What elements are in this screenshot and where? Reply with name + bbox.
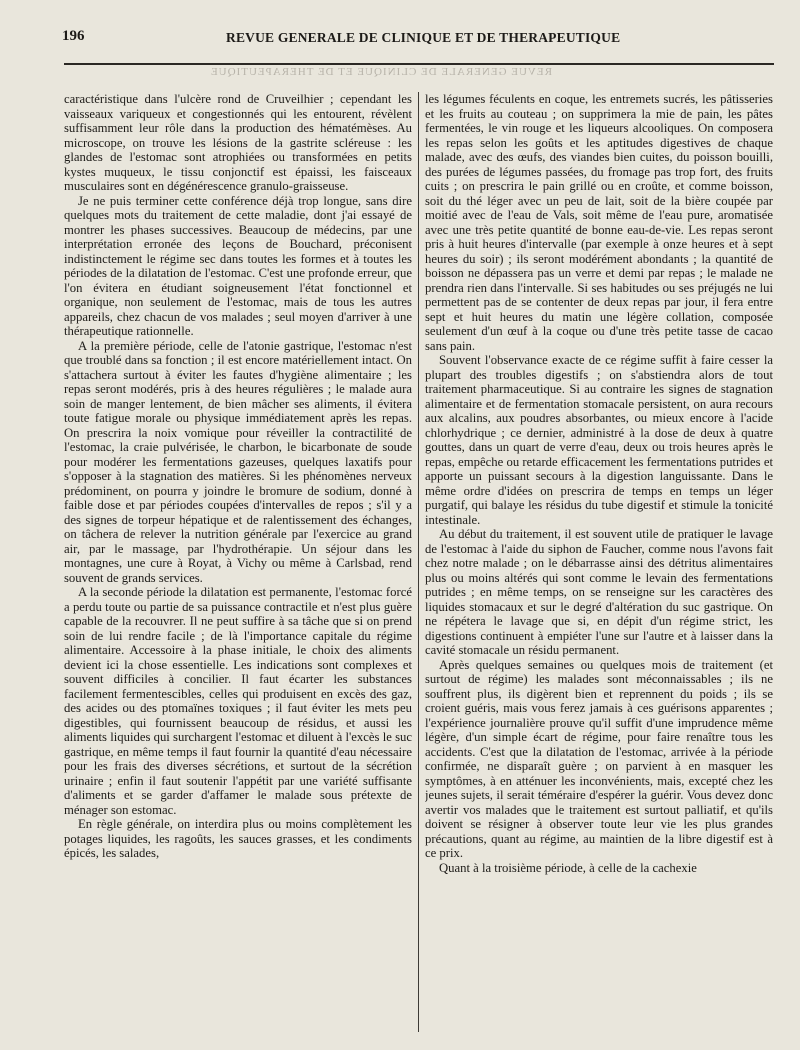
paragraph: Après quelques semaines ou quelques mois de traitement (et surtout de régime) les malades sont méconnaissables ; ils ne souffrent plus, ils digèrent bien et reprennent du poids ; ils se croient guéris, mais vous ferez jamais à ces guérisons apparentes ; l'expérience journalière prouve qu'il suffit d'une imprudence même légère, d'un simple écart de régime, pour faire renaître tous les accidents. C'est que la dilatation de l'estomac, arrivée à la période confirmée, ne disparaît guère ; on parvient à en masquer les symptômes, à en atténuer les inconvénients, mais, excepté chez les jeunes sujets, il serait téméraire d'espérer la guérir. Vous devez donc avertir vos malades que le traitement est surtout palliatif, et qu'ils doivent se résigner à observer toute leur vie les plus grandes précautions, quant au régime, au maintien de la libre digestif est à ce prix.	[425, 657, 773, 860]
header-rule	[64, 63, 774, 65]
running-title: REVUE GENERALE DE CLINIQUE ET DE THERAPEUTIQUE	[226, 30, 621, 45]
right-column	[425, 92, 773, 1042]
left-column	[64, 92, 412, 1042]
column-divider	[418, 92, 419, 1032]
paragraph: Quant à la troisième période, à celle de la cachexie	[439, 860, 697, 875]
paragraph: En règle générale, on interdira plus ou moins complètement les potages liquides, les ragoûts, les sauces grasses, et les condiments épicés, les salades,	[64, 817, 412, 860]
paragraph: caractéristique dans l'ulcère rond de Cruveilhier ; cependant les vaisseaux variqueux et congestionnés qui les entourent, révèlent suffisamment leur rôle dans la production des hématémèses. Au microscope, on trouve les lésions de la gastrite scléreuse : les glandes de l'estomac sont atrophiées ou transformées en petits kystes muqueux, le tissu conjonctif est épaissi, les faisceaux musculaires sont en dégénérescence granulo-graisseuse.	[64, 92, 412, 193]
page-header	[62, 28, 762, 50]
page-number: 196	[62, 28, 85, 44]
paragraph: Au début du traitement, il est souvent utile de pratiquer le lavage de l'estomac à l'aide du siphon de Faucher, comme nous l'avons fait chez notre malade ; on le débarrasse ainsi des détritus alimentaires plus ou moins altérés qui sont comme le levain des fermentations putrides ; en même temps, on se renseigne sur les caractères des liquides stomacaux et sur le degré d'altération du suc gastrique. On ne répétera le lavage que si, en dépit d'un régime strict, les digestions continuent à empiéter l'une sur l'autre et à laisser dans la cavité stomacale un résidu permanent.	[425, 527, 773, 657]
paragraph: Je ne puis terminer cette conférence déjà trop longue, sans dire quelques mots du traitement de cette maladie, dont j'ai essayé de montrer les phases successives. Beaucoup de médecins, par une interprétation erronée des leçons de Bouchard, préconisent indistinctement le régime sec dans toutes les formes et à toutes les périodes de la dilatation de l'estomac. C'est une profonde erreur, que l'on évitera en étudiant soigneusement l'état fonctionnel et organique, non seulement de l'estomac, mais de tous les autres appareils, chez chacun de vos malades ; seul moyen d'arriver à une thérapeutique rationnelle.	[64, 193, 412, 338]
paragraph: A la première période, celle de l'atonie gastrique, l'estomac n'est que troublé dans sa fonction ; il est encore matériellement intact. On s'attachera surtout à éviter les fautes d'hygiène alimentaire ; les repas seront modérés, pris à des heures régulières ; le malade aura soin de manger lentement, de bien mâcher ses aliments, il évitera toute fatigue morale ou physique immédiatement après les repas. On prescrira la noix vomique pour réveiller la contractilité de l'estomac, la craie pulvérisée, le charbon, le bicarbonate de soude pour modérer les fermentations gazeuses, quelques laxatifs pour s'opposer à la stagnation des matières. Si les phénomènes nerveux prédominent, on pourra y joindre le bromure de sodium, donné à faible dose et par périodes coupées d'intervalles de repos ; s'il y a des signes de torpeur hépatique et de ralentissement des échanges, on tâchera de relever la nutrition générale par l'exercice au grand air, par le massage, par l'hydrothérapie. Un séjour dans les montagnes, une cure à Royat, à Vichy ou même à Carlsbad, rend souvent de grands services.	[64, 338, 412, 585]
paragraph: les légumes féculents en coque, les entremets sucrés, les pâtisseries et les fruits au couteau ; on supprimera la mie de pain, les pâtes fermentées, le vin rouge et les liqueurs alcooliques. On composera les repas selon les goûts et les aptitudes digestives de chaque malade, avec des œufs, des viandes bien cuites, du poisson bouilli, des purées de légumes passées, du fromage pas trop fort, des fruits cuits ; on prescrira le pain grillé ou en croûte, et comme boisson, soit du thé léger avec un peu de lait, soit de la bière coupée par moitié avec de l'eau de Vals, soit même de l'eau pure, aromatisée avec une très petite quantité de bonne eau-de-vie. Les repas seront pris à huit heures d'intervalle (par exemple à onze heures et à sept heures du soir) ; ils seront modérément abondants ; la quantité de boisson ne dépassera pas un verre et demi par repas ; le malade ne prendra rien dans l'intervalle. Si ses habitudes ou ses préjugés ne lui permettent pas de se contenter de deux repas par jour, il fera entre sept et huit heures du matin une légère collation, composée seulement d'un œuf à la coque ou d'une très petite tasse de cacao sans pain.	[425, 92, 773, 353]
show-through-text: REVUE GENERALE DE CLINIQUE ET DE THERAPEUTIQUE	[210, 66, 552, 78]
paragraph: A la seconde période la dilatation est permanente, l'estomac forcé a perdu toute ou partie de sa puissance contractile et n'est plus guère capable de la recouvrer. Il ne peut suffire à sa tâche que si on prend soin de lui rendre facile ; de là l'importance capitale du régime alimentaire. Accessoire à la phase initiale, le choix des aliments devient ici la chose essentielle. Les indications sont complexes et souvent difficiles à concilier. Il faut écarter les substances facilement fermentescibles, celles qui produisent en excès des gaz, des acides ou des ptomaïnes toxiques ; il faut éviter les mets peu digestibles, qui fournissent beaucoup de résidus, et aussi les aliments liquides qui surchargent l'estomac et diluent à l'excès le suc gastrique, en même temps il faut fournir la quantité d'eau nécessaire pour les frais des diverses sécrétions, et surtout de la sécrétion urinaire ; enfin il faut soutenir l'appétit par une variété suffisante d'aliments et se garder d'affamer le malade sous prétexte de ménager son estomac.	[64, 585, 412, 817]
paragraph: Souvent l'observance exacte de ce régime suffit à faire cesser la plupart des troubles digestifs ; on s'abstiendra alors de tout traitement pharmaceutique. Si au contraire les signes de stagnation alimentaire et de fermentation stomacale persistent, on aura recours aux alcalins, aux poudres absorbantes, ou mieux encore à l'acide chlorhydrique ; ce dernier, administré à la dose de deux à quatre gouttes, dans un quart de verre d'eau, deux ou trois heures après le repas, empêche ou retarde efficacement les fermentations putrides et apporte un puissant secours à la digestion languissante. Dans le même ordre d'idées on prescrira de temps en temps un léger purgatif, qui balaye les résidus du tube digestif et stimule la tonicité intestinale.	[425, 353, 773, 527]
